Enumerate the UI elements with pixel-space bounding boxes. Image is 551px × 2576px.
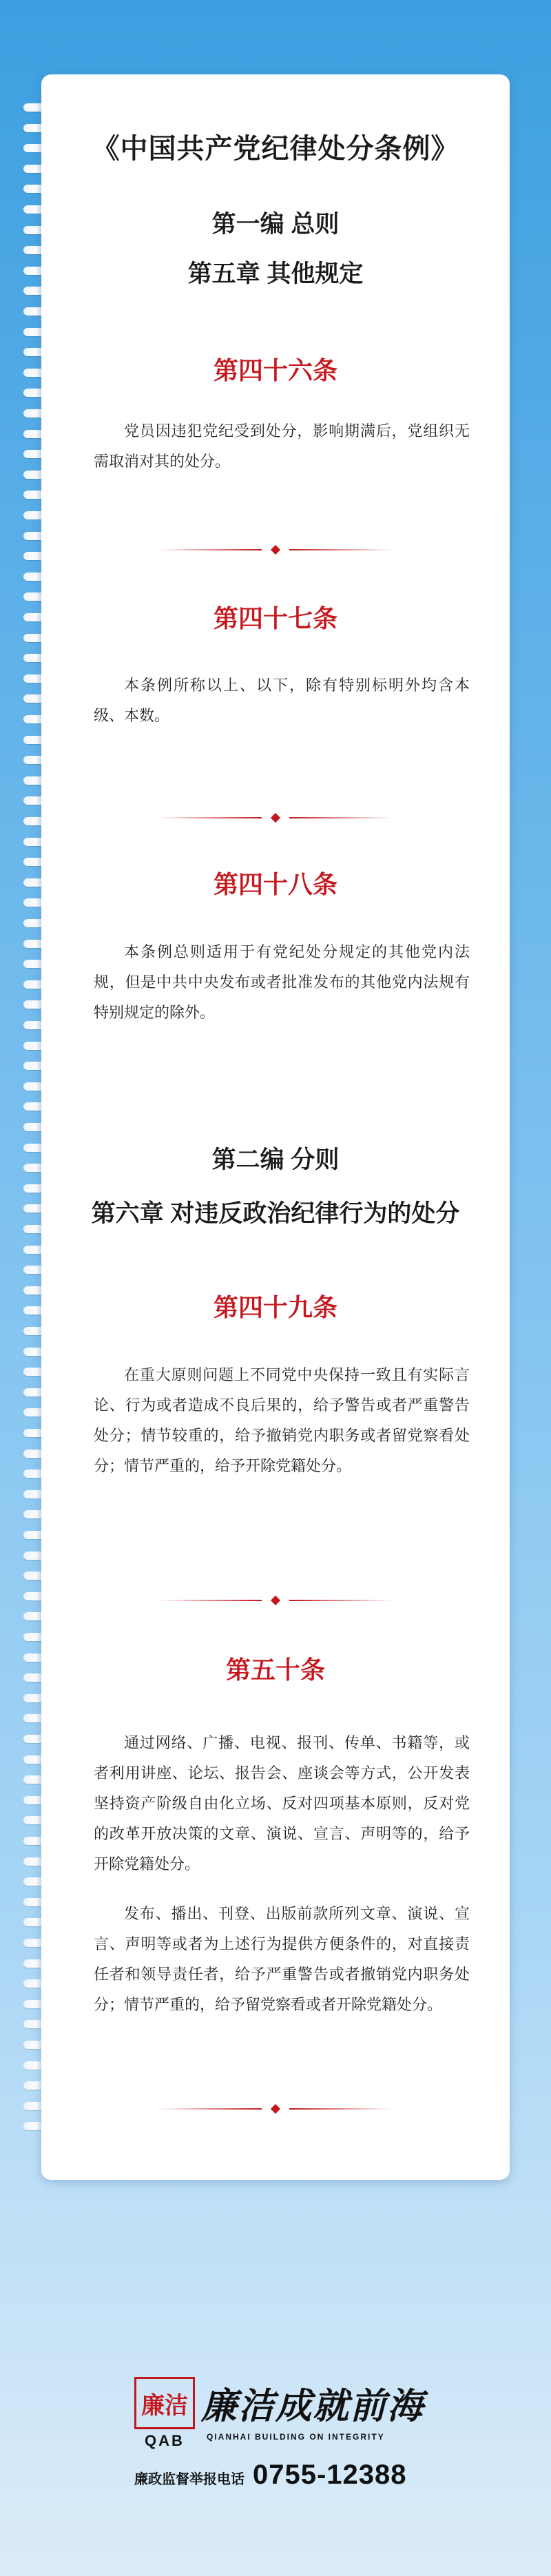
article-48-text: 本条例总则适用于有党纪处分规定的其他党内法规，但是中共中央发布或者批准发布的其他党内法规有特别规定的除外。	[94, 943, 470, 1021]
footer	[0, 2356, 551, 2563]
divider	[158, 1597, 393, 1604]
part1-chapter: 第五章 其他规定	[187, 260, 364, 287]
article-50-text-1: 通过网络、广播、电视、报刊、传单、书籍等，或者利用讲座、论坛、报告会、座谈会等方式，公开发表坚持资产阶级自由化立场、反对四项基本原则，反对党的改革开放决策的文章、演说、宣言、声明等的，给予开除党籍处分。	[94, 1734, 470, 1873]
part2-chapter: 第六章 对违反政治纪律行为的处分	[91, 1200, 460, 1227]
brand-slogan-english: QIANHAI BUILDING ON INTEGRITY	[207, 2432, 385, 2442]
article-50-text-2: 发布、播出、刊登、出版前款所列文章、演说、宣言、声明等或者为上述行为提供方便条件的，对直接责任者和领导责任者，给予严重警告或者撤销党内职务处分；情节严重的，给予留党察看或者开除党籍处分。	[94, 1905, 470, 2013]
article-48-number: 第四十八条	[213, 870, 337, 898]
article-47-text: 本条例所称以上、以下，除有特别标明外均含本级、本数。	[94, 677, 470, 724]
document-card	[41, 74, 510, 2180]
hotline-label: 廉政监督举报电话	[134, 2472, 245, 2487]
part1-heading: 第一编 总则	[211, 211, 340, 238]
divider	[158, 546, 393, 553]
article-50-number: 第五十条	[225, 1656, 325, 1684]
divider	[158, 814, 393, 821]
qab-logo: 廉洁	[134, 2377, 195, 2429]
brand-slogan: 廉洁成就前海	[201, 2387, 425, 2426]
hotline	[134, 2460, 444, 2491]
document-title: 《中国共产党纪律处分条例》	[92, 134, 459, 164]
divider	[158, 2105, 393, 2112]
article-49-number: 第四十九条	[213, 1293, 337, 1321]
article-46-number: 第四十六条	[213, 356, 337, 384]
part2-heading: 第二编 分则	[211, 1146, 340, 1173]
logo-abbreviation: QAB	[145, 2432, 185, 2449]
article-46-text: 党员因违犯党纪受到处分，影响期满后，党组织无需取消对其的处分。	[94, 422, 470, 470]
article-49-text: 在重大原则问题上不同党中央保持一致且有实际言论、行为或者造成不良后果的，给予警告或者严重警告处分；情节较重的，给予撤销党内职务或者留党察看处分；情节严重的，给予开除党籍处分。	[94, 1366, 470, 1474]
article-47-number: 第四十七条	[213, 604, 337, 632]
hotline-number[interactable]: 0755-12388	[253, 2460, 407, 2490]
